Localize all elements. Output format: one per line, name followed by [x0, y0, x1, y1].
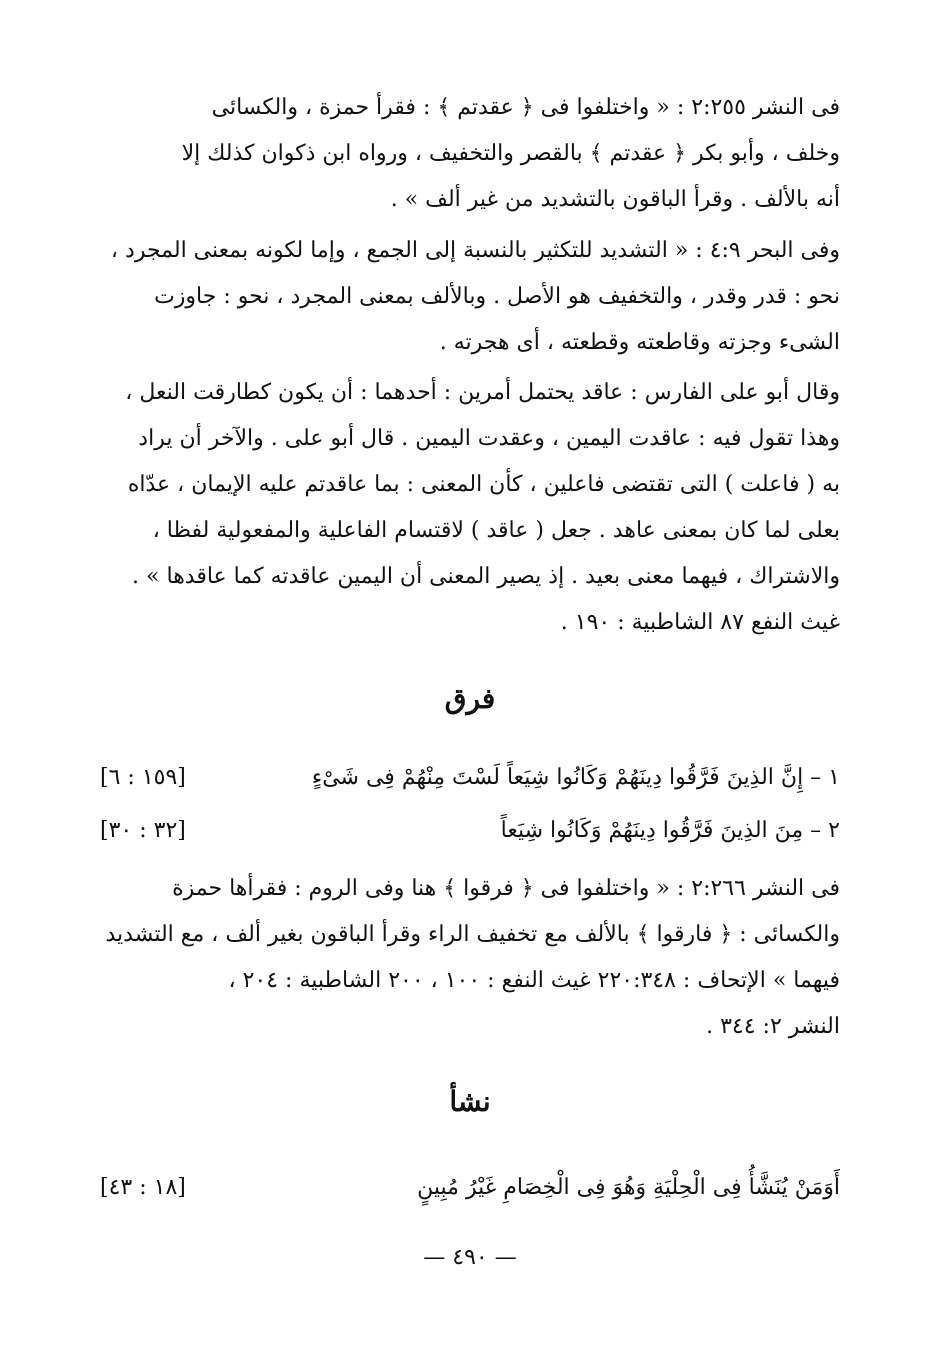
verse-text: ٢ – مِنَ الذِينَ فَرَّقُوا دِينَهُمْ وَكَانُوا شِيَعاً: [500, 818, 840, 843]
quran-verse: [100, 818, 840, 858]
text-line: فى النشر ٢:٢٦٦ : « واختلفوا فى ﴿ فرقوا ﴾ هنا وفى الروم : فقرأها حمزة: [172, 876, 840, 901]
text-line: وخلف ، وأبو بكر ﴿ عقدتم ﴾ بالقصر والتخفيف ، ورواه ابن ذكوان كذلك إلا: [181, 141, 840, 166]
text-line: فى النشر ٢:٢٥٥ : « واختلفوا فى ﴿ عقدتم ﴾ : فقرأ حمزة ، والكسائى: [211, 95, 840, 120]
section-heading-nasha: نشأ: [449, 1085, 491, 1118]
text-line: غيث النفع ٨٧ الشاطبية : ١٩٠ .: [560, 610, 840, 635]
text-line: نحو : قدر وقدر ، والتخفيف هو الأصل . وبالألف بمعنى المجرد ، نحو : جاوزت: [154, 284, 840, 309]
verse-reference: [٣٢ : ٣٠]: [100, 818, 186, 843]
text-line: أنه بالألف . وقرأ الباقون بالتشديد من غير ألف » .: [390, 187, 840, 212]
page-number: — ٤٩٠ —: [423, 1245, 517, 1270]
text-line: به ( فاعلت ) التى تقتضى فاعلين ، كأن المعنى : بما عاقدتم عليه الإيمان ، عدّاه: [127, 472, 840, 497]
paragraph-nashr-farraqu: [100, 866, 840, 1050]
text-line: وهذا تقول فيه : عاقدت اليمين ، وعقدت اليمين . قال أبو على . والآخر أن يراد: [138, 426, 840, 451]
quran-verse: [100, 1175, 840, 1215]
text-line: والكسائى : ﴿ فارقوا ﴾ بالألف مع تخفيف الراء وقرأ الباقون بغير ألف ، مع التشديد: [105, 922, 840, 947]
paragraph-bahr: [100, 228, 840, 366]
text-line: والاشتراك ، فيهما معنى بعيد . إذ يصير المعنى أن اليمين عاقدته كما عاقدها » .: [132, 564, 840, 589]
section-heading-farraqa: فرق: [444, 682, 496, 715]
quran-verse: [100, 765, 840, 805]
text-line: فيهما » الإتحاف : ٢٢٠:٣٤٨ غيث النفع : ١٠٠ ، ٢٠٠ الشاطبية : ٢٠٤ ،: [228, 968, 840, 993]
verse-text: أَوَمَنْ يُنَشَّأُ فِى الْحِلْيَةِ وَهُوَ فِى الْخِصَامِ غَيْرُ مُبِينٍ: [417, 1175, 840, 1200]
text-line: النشر ٢: ٣٤٤ .: [706, 1014, 840, 1039]
verse-text: ١ – إِنَّ الذِينَ فَرَّقُوا دِينَهُمْ وَكَانُوا شِيَعاً لَسْتَ مِنْهُمْ فِى شَىْءٍ: [311, 765, 840, 790]
verse-reference: [١٥٩ : ٦]: [100, 765, 186, 790]
text-line: الشىء وجزته وقاطعته وقطعته ، أى هجرته .: [439, 330, 840, 355]
text-line: بعلى لما كان بمعنى عاهد . جعل ( عاقد ) لاقتسام الفاعلية والمفعولية لفظا ،: [152, 518, 840, 543]
verse-reference: [١٨ : ٤٣]: [100, 1175, 186, 1200]
text-line: وقال أبو على الفارس : عاقد يحتمل أمرين : أحدهما : أن يكون كطارقت النعل ،: [125, 380, 840, 405]
paragraph-nashr-aqadtum: [100, 85, 840, 223]
text-line: وفى البحر ٤:٩ : « التشديد للتكثير بالنسبة إلى الجمع ، وإما لكونه بمعنى المجرد ،: [110, 238, 840, 263]
paragraph-abu-ali: [100, 370, 840, 646]
